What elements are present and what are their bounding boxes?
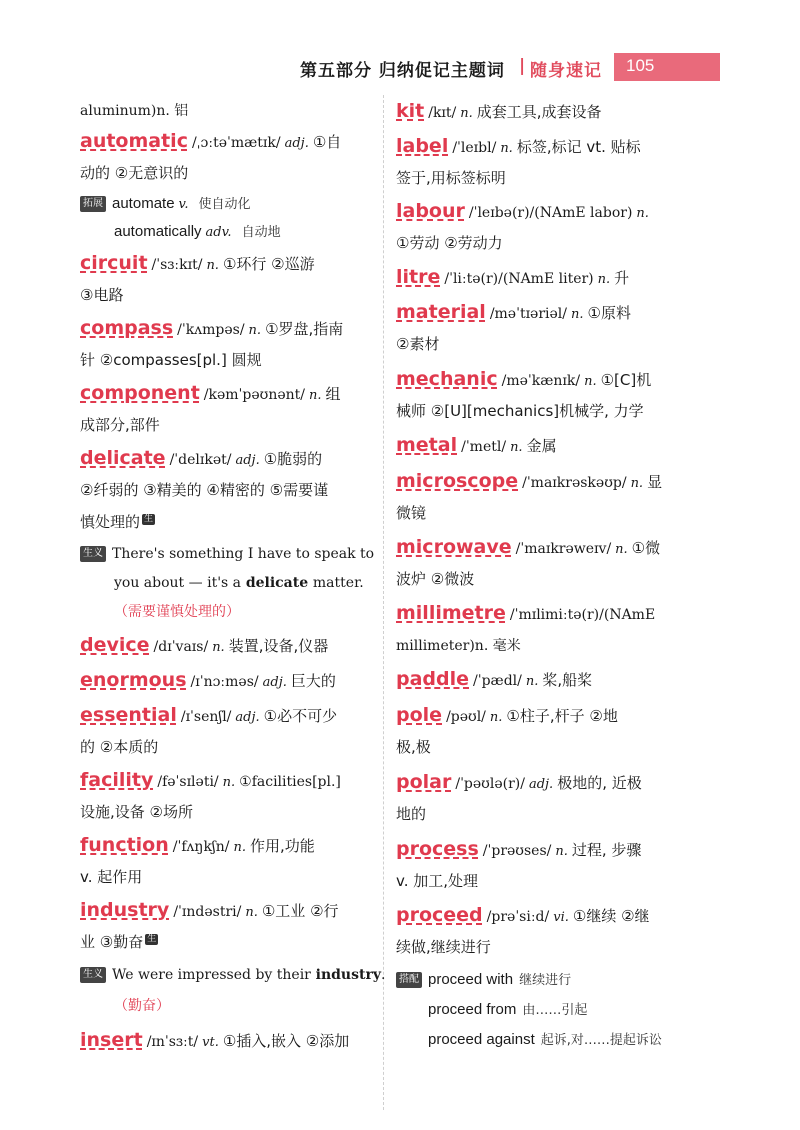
entry-line <box>80 414 160 436</box>
section-subtitle: 随身速记 <box>530 61 602 81</box>
headword: pole <box>396 704 443 726</box>
definition: ①自 <box>312 133 342 151</box>
line-text: v. 加工,处理 <box>396 872 479 890</box>
line-text: 续做,继续进行 <box>396 938 491 956</box>
example-keyword: delicate <box>245 575 309 591</box>
part-of-speech: n. <box>309 388 322 403</box>
line-text: 波炉 ②微波 <box>396 570 475 588</box>
collocation-line <box>396 968 571 992</box>
entry-line <box>80 866 142 888</box>
entry-proceed <box>396 904 650 929</box>
sense-badge: 生 <box>147 934 157 944</box>
phonetic: /ˈmaɪkrəskəʊp/ <box>522 475 627 491</box>
entry-label <box>396 135 641 160</box>
sense-badge: 生 <box>144 514 154 524</box>
part-of-speech: n. <box>510 440 523 455</box>
phonetic: /ˈmaɪkrəweɪv/ <box>515 541 612 557</box>
part-of-speech: adj. <box>262 675 287 690</box>
definition: ①继续 ②继 <box>572 907 650 925</box>
phonetic: /kəmˈpəʊnənt/ <box>203 387 305 403</box>
headword: millimetre <box>396 602 506 624</box>
entry-component <box>80 382 341 407</box>
translation-line <box>114 600 240 623</box>
headword: device <box>80 634 150 656</box>
tag-label: 生义 <box>80 546 106 562</box>
section-title: 第五部分 归纳促记主题词 <box>300 61 505 81</box>
phonetic: /ˈkʌmpəs/ <box>177 322 245 338</box>
definition: 成套工具,成套设备 <box>476 103 602 121</box>
header-separator: | <box>519 56 526 76</box>
phonetic: /ˈsɜːkɪt/ <box>151 257 203 273</box>
definition: 起诉,对……提起诉讼 <box>540 1033 662 1048</box>
part-of-speech: adj. <box>528 777 554 792</box>
definition: 标签,标记 vt. 贴标 <box>516 138 641 156</box>
entry-line <box>396 803 426 825</box>
extension-line <box>114 220 281 244</box>
part-of-speech: n. <box>222 775 236 790</box>
entry-line <box>396 634 521 657</box>
example-text: . <box>380 967 386 983</box>
collocation: proceed from <box>428 1001 517 1018</box>
part-of-speech: adv. <box>205 225 232 240</box>
entry-automatic <box>80 130 341 155</box>
line-text: 动的 ②无意识的 <box>80 164 189 182</box>
phonetic: /pəʊl/ <box>446 709 486 725</box>
part-of-speech: n. <box>630 476 644 491</box>
definition: 过程, 步骤 <box>571 841 642 859</box>
phonetic: /ɪˈsenʃl/ <box>180 709 232 725</box>
headword: industry <box>80 899 170 921</box>
part-of-speech: n. <box>584 374 597 389</box>
definition: 桨,船桨 <box>542 671 593 689</box>
entry-line <box>80 479 328 501</box>
line-text: 签于,用标签标明 <box>396 169 506 187</box>
entry-mechanic <box>396 368 651 393</box>
entry-paddle <box>396 668 592 693</box>
line-text: ②纤弱的 ③精美的 ④精密的 ⑤需要谨 <box>80 481 329 499</box>
part-of-speech: vi. <box>553 910 569 925</box>
example-text: matter. <box>312 575 364 591</box>
phonetic: /ɪnˈsɜːt/ <box>146 1034 199 1050</box>
phonetic: /prəˈsiːd/ <box>486 909 550 925</box>
derived-word: automate <box>112 195 175 212</box>
line-text: 极,极 <box>396 738 431 756</box>
definition: 作用,功能 <box>249 837 315 855</box>
example-text: There's something I have to speak to <box>112 546 375 562</box>
headword: polar <box>396 771 452 793</box>
line-text: 慎处理的 <box>80 513 141 531</box>
part-of-speech: n. <box>525 674 539 689</box>
definition: 巨大的 <box>290 672 336 690</box>
phonetic: /kɪt/ <box>428 105 457 121</box>
part-of-speech: n. <box>248 323 262 338</box>
entry-line <box>396 736 431 758</box>
entry-microwave <box>396 536 660 561</box>
entry-essential <box>80 704 337 729</box>
part-of-speech: n. <box>212 640 225 655</box>
line-text: 械师 ②[U][mechanics]机械学, 力学 <box>396 402 644 420</box>
phonetic: /ˈpædl/ <box>473 673 522 689</box>
entry-line <box>80 511 155 533</box>
phonetic: /dɪˈvaɪs/ <box>153 639 209 655</box>
tag-label: 拓展 <box>80 196 106 212</box>
part-of-speech: n. <box>500 141 513 156</box>
headword: paddle <box>396 668 470 690</box>
line-text: ②素材 <box>396 335 440 353</box>
headword: material <box>396 301 486 323</box>
headword: delicate <box>80 447 166 469</box>
headword: microscope <box>396 470 519 492</box>
phonetic: /ɪˈnɔːməs/ <box>190 674 259 690</box>
tag-label: 生义 <box>80 967 106 983</box>
entry-enormous <box>80 669 336 694</box>
entry-insert <box>80 1029 349 1054</box>
entry-litre <box>396 266 629 291</box>
definition: ①微 <box>631 539 661 557</box>
phonetic: /məˈkænɪk/ <box>501 373 581 389</box>
example-line <box>114 571 364 594</box>
headword: microwave <box>396 536 512 558</box>
definition: ①柱子,杆子 ②地 <box>506 707 618 725</box>
part-of-speech: adj. <box>235 453 260 468</box>
definition: 使自动化 <box>198 197 251 212</box>
entry-line <box>80 736 158 758</box>
entry-line <box>80 349 262 371</box>
part-of-speech: n. <box>233 840 246 855</box>
entry-polar <box>396 771 642 796</box>
line-text: 成部分,部件 <box>80 416 160 434</box>
extension-line <box>80 192 251 216</box>
line-text: 针 ②compasses[pl.] 圆规 <box>80 351 262 369</box>
line-text: ①劳动 ②劳动力 <box>396 234 503 252</box>
part-of-speech: v. <box>178 197 189 212</box>
definition: ①facilities[pl.] <box>239 774 341 790</box>
example-text: you about — it's a <box>114 575 242 591</box>
part-of-speech: adj. <box>284 136 309 151</box>
headword: insert <box>80 1029 143 1051</box>
headword: facility <box>80 769 154 791</box>
part-of-speech: n. <box>460 106 473 121</box>
entry-labour <box>396 200 653 225</box>
headword: function <box>80 834 169 856</box>
entry-kit <box>396 100 602 125</box>
headword: kit <box>396 100 425 122</box>
phonetic: /ˈɪndəstri/ <box>173 904 242 920</box>
entry-process <box>396 838 641 863</box>
definition: ①必不可少 <box>263 707 338 725</box>
definition: 继续进行 <box>519 973 572 988</box>
tag-label: 搭配 <box>396 972 422 988</box>
definition: 组 <box>325 385 341 403</box>
collocation: proceed with <box>428 971 514 988</box>
line-text: millimeter)n. 毫米 <box>396 638 521 654</box>
entry-circuit <box>80 252 315 277</box>
entry-metal <box>396 434 557 459</box>
translation-line <box>114 994 170 1017</box>
entry-line <box>80 162 188 184</box>
headword: labour <box>396 200 465 222</box>
phonetic: /ˈfʌŋkʃn/ <box>172 839 230 855</box>
definition: 显 <box>647 473 663 491</box>
entry-compass <box>80 317 343 342</box>
entry-facility <box>80 769 341 794</box>
part-of-speech: n. <box>206 258 219 273</box>
entry-line <box>80 931 158 953</box>
line-text: 地的 <box>396 805 427 823</box>
line-text: 设施,设备 ②场所 <box>80 803 193 821</box>
definition: 装置,设备,仪器 <box>228 637 329 655</box>
page-number: 105 <box>626 56 655 75</box>
collocation-line <box>428 1028 662 1052</box>
part-of-speech: n. <box>555 844 568 859</box>
part-of-speech: n. <box>636 206 649 221</box>
headword: compass <box>80 317 174 339</box>
derived-word: automatically <box>114 223 202 240</box>
entry-line <box>396 400 644 422</box>
translation: （勤奋） <box>114 998 170 1014</box>
part-of-speech: n. <box>245 905 258 920</box>
part-of-speech: n. <box>597 272 611 287</box>
phonetic: /ˈmetl/ <box>461 439 507 455</box>
line-text: 业 ③勤奋 <box>80 933 144 951</box>
definition: ①插入,嵌入 ②添加 <box>222 1032 350 1050</box>
entry-line <box>396 870 478 892</box>
phonetic: /məˈtɪəriəl/ <box>489 306 567 322</box>
part-of-speech: adj. <box>235 710 260 725</box>
entry-line <box>396 333 439 355</box>
definition: 极地的, 近极 <box>557 774 642 792</box>
headword: litre <box>396 266 441 288</box>
phonetic: /ˈmɪlimiːtə(r)/(NAmE <box>509 607 656 623</box>
line-text: v. 起作用 <box>80 868 143 886</box>
headword: component <box>80 382 200 404</box>
example-line <box>80 542 374 565</box>
part-of-speech: n. <box>615 542 628 557</box>
definition: ①[C]机 <box>600 371 652 389</box>
part-of-speech: n. <box>489 710 503 725</box>
entry-line <box>396 936 491 958</box>
entry-line <box>396 568 474 590</box>
entry-material <box>396 301 631 326</box>
entry-line <box>80 99 188 122</box>
phonetic: /ˈdelɪkət/ <box>169 452 232 468</box>
definition: 金属 <box>526 437 557 455</box>
phonetic: /ˈliːtə(r)/(NAmE liter) <box>444 271 594 287</box>
entry-line <box>396 502 426 524</box>
phonetic: /ˈleɪbə(r)/(NAmE labor) <box>468 205 633 221</box>
collocation-line <box>428 998 587 1022</box>
definition: 由……引起 <box>522 1003 588 1018</box>
entry-industry <box>80 899 339 924</box>
entry-line <box>396 167 506 189</box>
definition: 自动地 <box>241 225 281 240</box>
part-of-speech: n. <box>570 307 584 322</box>
part-of-speech: vt. <box>202 1035 219 1050</box>
headword: essential <box>80 704 177 726</box>
example-text: We were impressed by their <box>112 967 311 983</box>
entry-function <box>80 834 315 859</box>
entry-pole <box>396 704 618 729</box>
column-divider <box>380 95 386 1110</box>
line-text: ③电路 <box>80 286 124 304</box>
entry-microscope <box>396 470 662 495</box>
headword: metal <box>396 434 458 456</box>
example-line <box>80 963 385 986</box>
headword: mechanic <box>396 368 498 390</box>
definition: ①原料 <box>587 304 631 322</box>
headword: label <box>396 135 449 157</box>
definition: ①脆弱的 <box>263 450 323 468</box>
collocation: proceed against <box>428 1031 535 1048</box>
headword: circuit <box>80 252 148 274</box>
definition: ①罗盘,指南 <box>265 320 344 338</box>
entry-line <box>80 801 193 823</box>
definition: 升 <box>614 269 630 287</box>
entry-line <box>80 284 123 306</box>
entry-delicate <box>80 447 322 472</box>
line-text: aluminum)n. 铝 <box>80 103 189 119</box>
translation: （需要谨慎处理的） <box>114 604 240 620</box>
phonetic: /ˈpəʊlə(r)/ <box>455 776 525 792</box>
entry-line <box>396 232 503 254</box>
phonetic: /ˈprəʊses/ <box>482 843 552 859</box>
headword: automatic <box>80 130 188 152</box>
phonetic: /ˌɔːtəˈmætɪk/ <box>191 135 281 151</box>
definition: ①环行 ②巡游 <box>222 255 315 273</box>
definition: ①工业 ②行 <box>261 902 339 920</box>
phonetic: /fəˈsɪləti/ <box>157 774 219 790</box>
line-text: 微镜 <box>396 504 427 522</box>
phonetic: /ˈleɪbl/ <box>452 140 497 156</box>
line-text: 的 ②本质的 <box>80 738 159 756</box>
entry-device <box>80 634 328 659</box>
example-keyword: industry <box>315 967 381 983</box>
entry-millimetre <box>396 602 655 626</box>
headword: process <box>396 838 479 860</box>
headword: proceed <box>396 904 483 926</box>
headword: enormous <box>80 669 187 691</box>
